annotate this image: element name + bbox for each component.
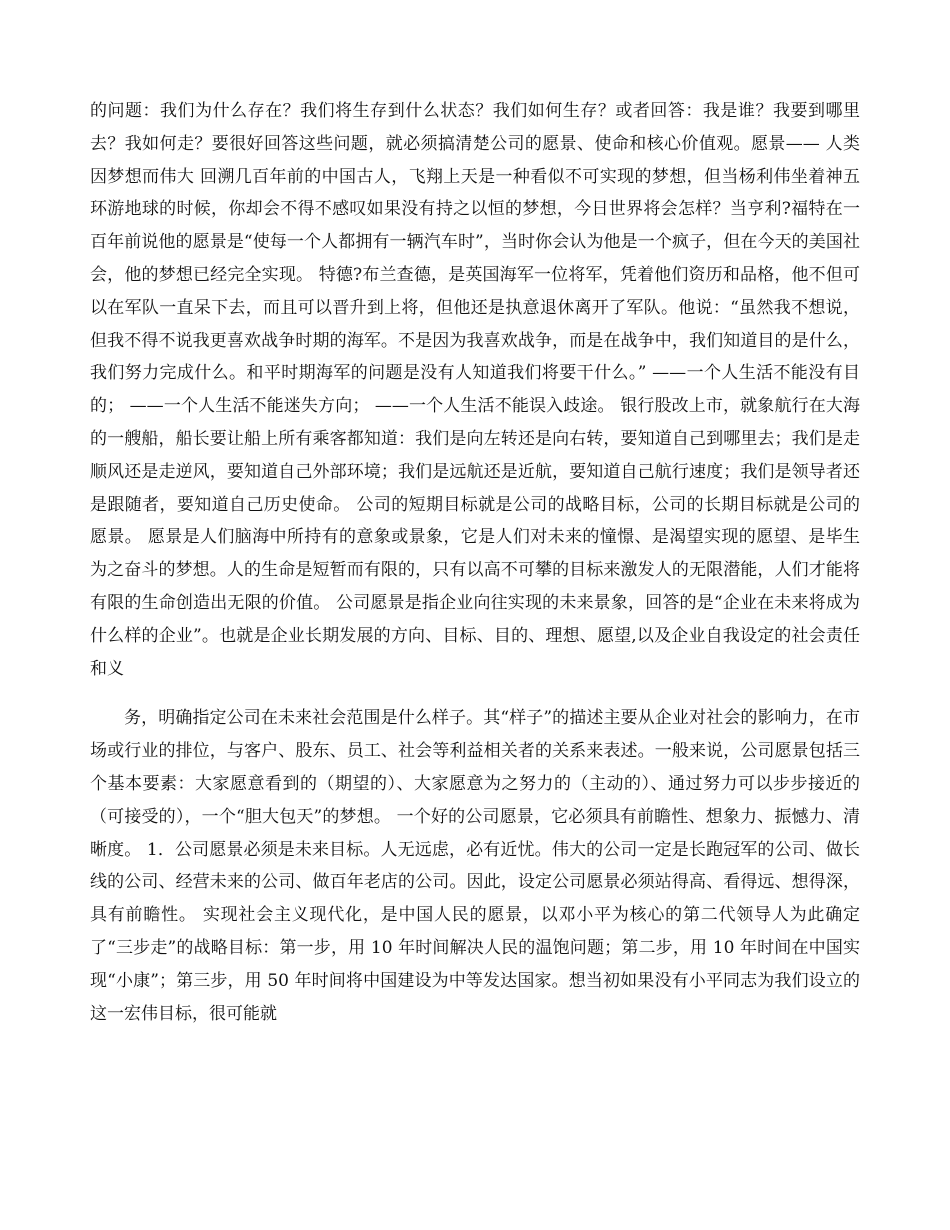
paragraph-1: 的问题：我们为什么存在？我们将生存到什么状态？我们如何生存？或者回答：我是谁？我要到哪里去？我如何走？要很好回答这些问题，就必须搞清楚公司的愿景、使命和核心价值观。愿景—— 人类因梦想而伟大 回溯几百年前的中国古人，飞翔上天是一种看似不可实现的梦想，但当杨利伟坐着神五环游地球的时候，你却会不得不感叹如果没有持之以恒的梦想，今日世界将会怎样？当亨利?福特在一百年前说他的愿景是“使每一个人都拥有一辆汽车时”，当时你会认为他是一个疯子，但在今天的美国社会，他的梦想已经完全实现。 特德?布兰查德，是英国海军一位将军，凭着他们资历和品格，他不但可以在军队一直呆下去，而且可以晋升到上将，但他还是执意退休离开了军队。他说：“虽然我不想说，但我不得不说我更喜欢战争时期的海军。不是因为我喜欢战争，而是在战争中，我们知道目的是什么，我们努力完成什么。和平时期海军的问题是没有人知道我们将要干什么。” ——一个人生活不能没有目的； ——一个人生活不能迷失方向； ——一个人生活不能误入歧途。 银行股改上市，就象航行在大海的一艘船，船长要让船上所有乘客都知道：我们是向左转还是向右转，要知道自己到哪里去；我们是走顺风还是走逆风，要知道自己外部环境；我们是远航还是近航，要知道自己航行速度；我们是领导者还是跟随者，要知道自己历史使命。 公司的短期目标就是公司的战略目标，公司的长期目标就是公司的愿景。 愿景是人们脑海中所持有的意象或景象，它是人们对未来的憧憬、是渴望实现的愿望、是毕生为之奋斗的梦想。人的生命是短暂而有限的，只有以高不可攀的目标来激发人的无限潜能，人们才能将有限的生命创造出无限的价值。 公司愿景是指企业向往实现的未来景象，回答的是“企业在未来将成为什么样的企业”。也就是企业长期发展的方向、目标、目的、理想、愿望,以及企业自我设定的社会责任和义 (90, 101, 860, 679)
document-page (90, 95, 860, 1030)
paragraph-2: 务，明确指定公司在未来社会范围是什么样子。其“样子”的描述主要从企业对社会的影响力，在市场或行业的排位，与客户、股东、员工、社会等利益相关者的关系来表述。一般来说，公司愿景包括三个基本要素：大家愿意看到的（期望的）、大家愿意为之努力的（主动的）、通过努力可以步步接近的（可接受的），一个“胆大包天”的梦想。 一个好的公司愿景，它必须具有前瞻性、想象力、振憾力、清晰度。 1．公司愿景必须是未来目标。人无远虑，必有近忧。伟大的公司一定是长跑冠军的公司、做长线的公司、经营未来的公司、做百年老店的公司。因此，设定公司愿景必须站得高、看得远、想得深，具有前瞻性。 实现社会主义现代化，是中国人民的愿景，以邓小平为核心的第二代领导人为此确定了“三步走”的战略目标：第一步，用 10 年时间解决人民的温饱问题；第二步，用 10 年时间在中国实现“小康”；第三步，用 50 年时间将中国建设为中等发达国家。想当初如果没有小平同志为我们设立的这一宏伟目标，很可能就 (90, 708, 860, 1024)
